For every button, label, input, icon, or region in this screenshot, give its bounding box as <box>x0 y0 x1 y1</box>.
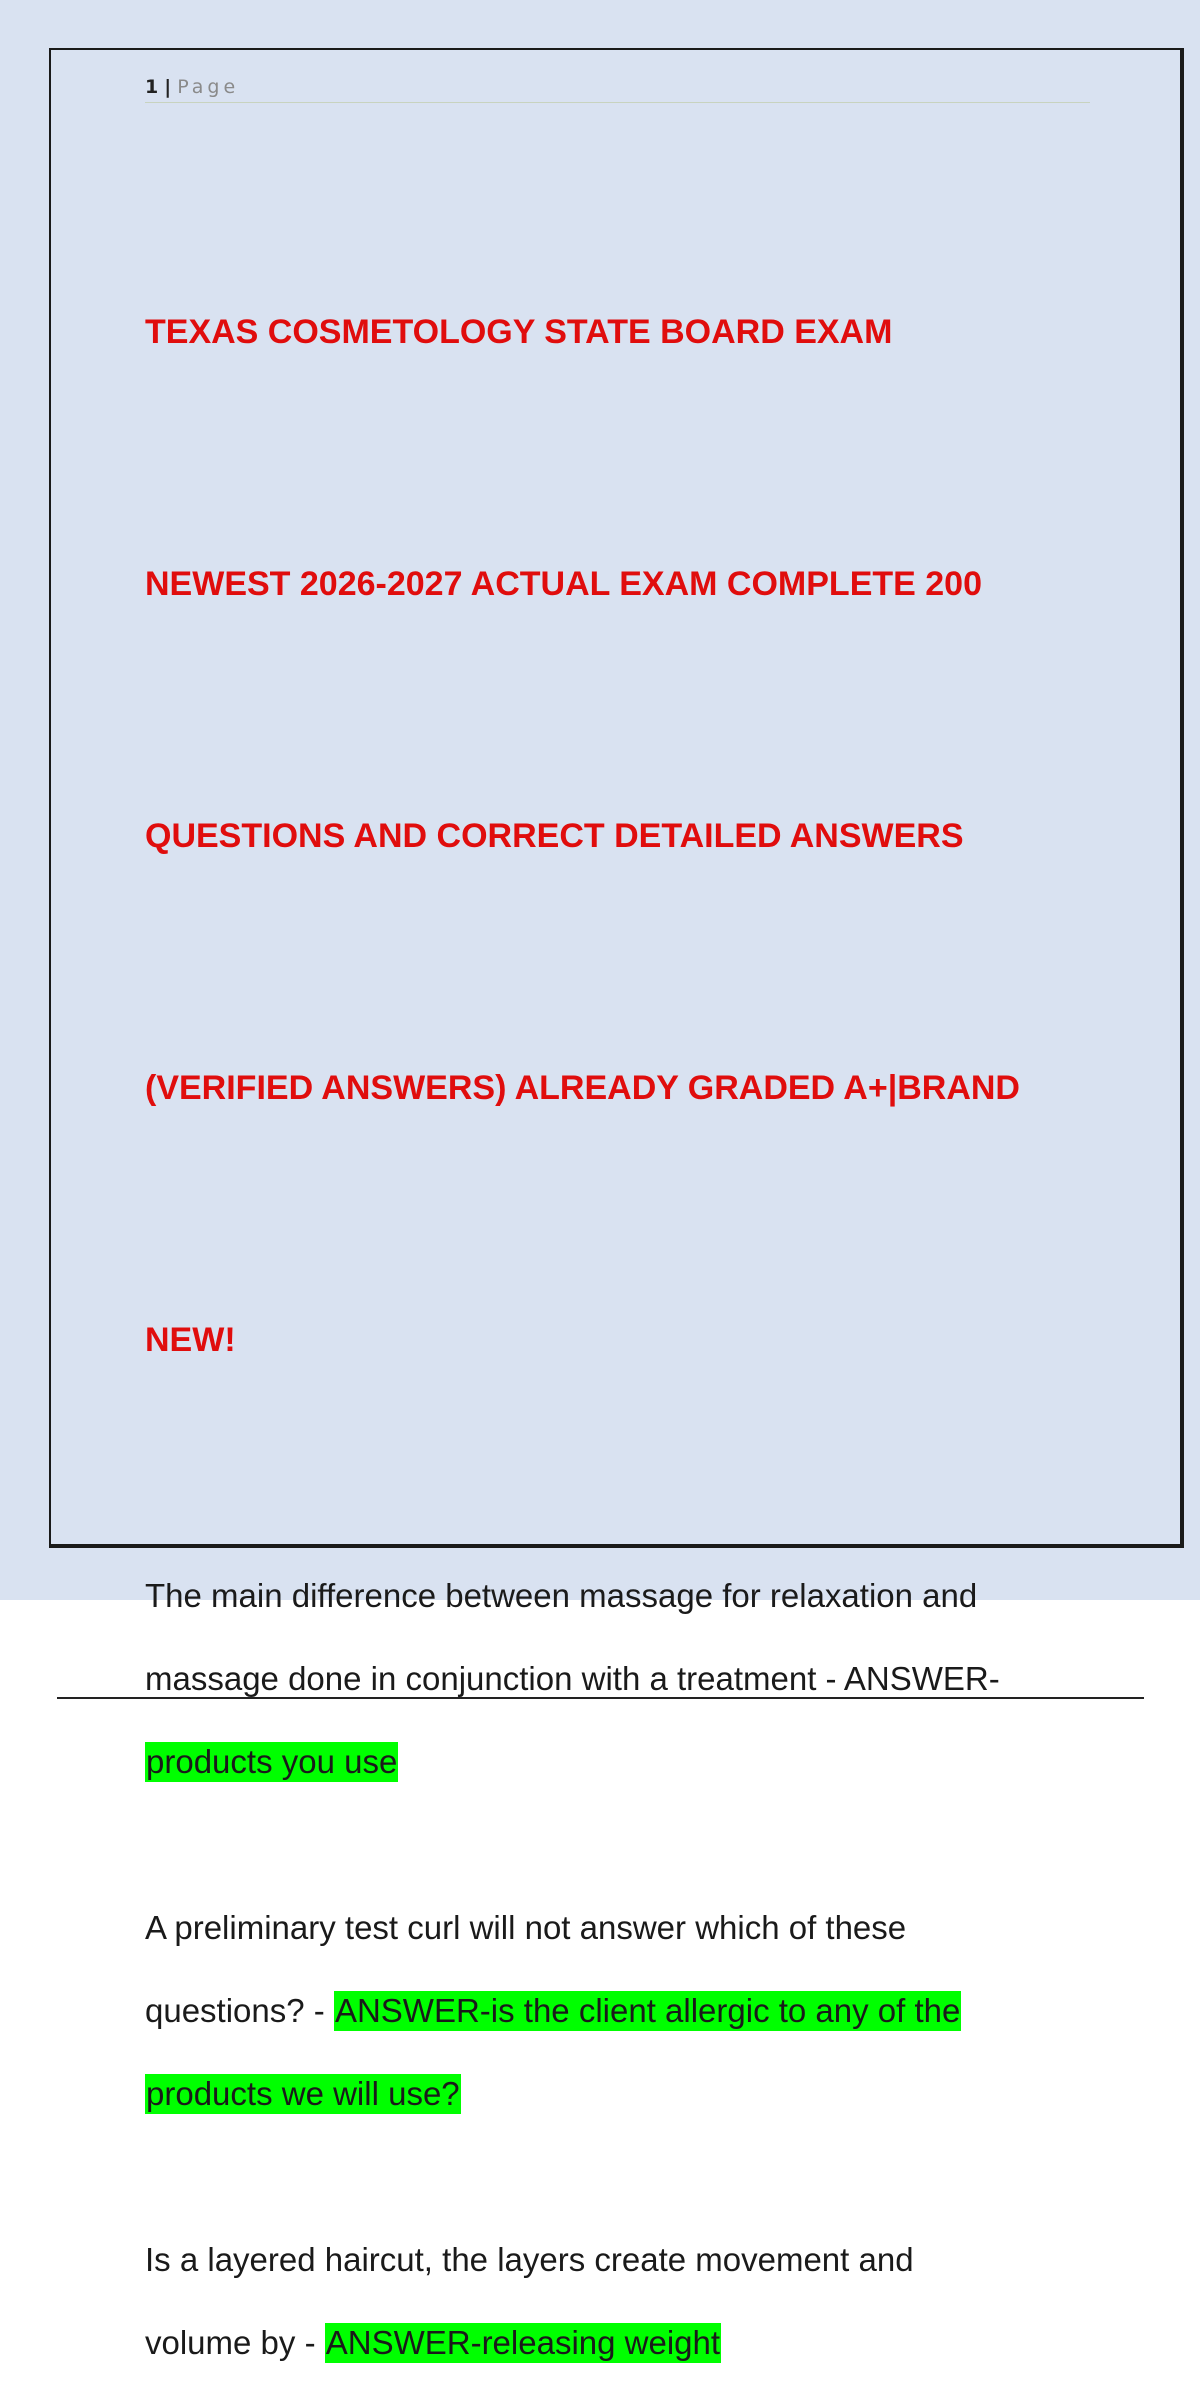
answer-highlight: products you use <box>146 1743 398 1780</box>
question-text: Is a layered haircut, the layers create movement and <box>145 2241 914 2278</box>
document-body <box>145 122 1105 2384</box>
title-line: (VERIFIED ANSWERS) ALREADY GRADED A+|BRAND <box>145 1069 1020 1107</box>
page-separator: | <box>164 76 172 98</box>
page-header <box>145 72 1090 103</box>
question-text: massage done in conjunction with a treatment - ANSWER- <box>145 1660 1000 1697</box>
document-title <box>145 122 1105 1550</box>
answer-highlight: ANSWER-is the client allergic to any of the <box>334 1992 961 2029</box>
question-text: volume by - <box>145 2324 325 2361</box>
footer-rule <box>57 1697 1144 1699</box>
question-2 <box>145 1886 1105 2135</box>
title-line: QUESTIONS AND CORRECT DETAILED ANSWERS <box>145 817 964 855</box>
question-text: The main difference between massage for relaxation and <box>145 1577 978 1614</box>
spacer <box>145 2135 1105 2218</box>
spacer <box>145 1803 1105 1886</box>
question-text: questions? - <box>145 1992 334 2029</box>
question-text: A preliminary test curl will not answer which of these <box>145 1909 907 1946</box>
title-line: NEW! <box>145 1321 236 1359</box>
question-1 <box>145 1554 1105 1803</box>
page-number: 1 <box>145 76 159 98</box>
title-line: TEXAS COSMETOLOGY STATE BOARD EXAM <box>145 313 893 351</box>
question-3 <box>145 2218 1105 2384</box>
page-label: Page <box>177 76 240 98</box>
answer-highlight: products we will use? <box>146 2075 460 2112</box>
title-line: NEWEST 2026-2027 ACTUAL EXAM COMPLETE 200 <box>145 565 983 603</box>
answer-highlight: ANSWER-releasing weight <box>325 2324 721 2361</box>
